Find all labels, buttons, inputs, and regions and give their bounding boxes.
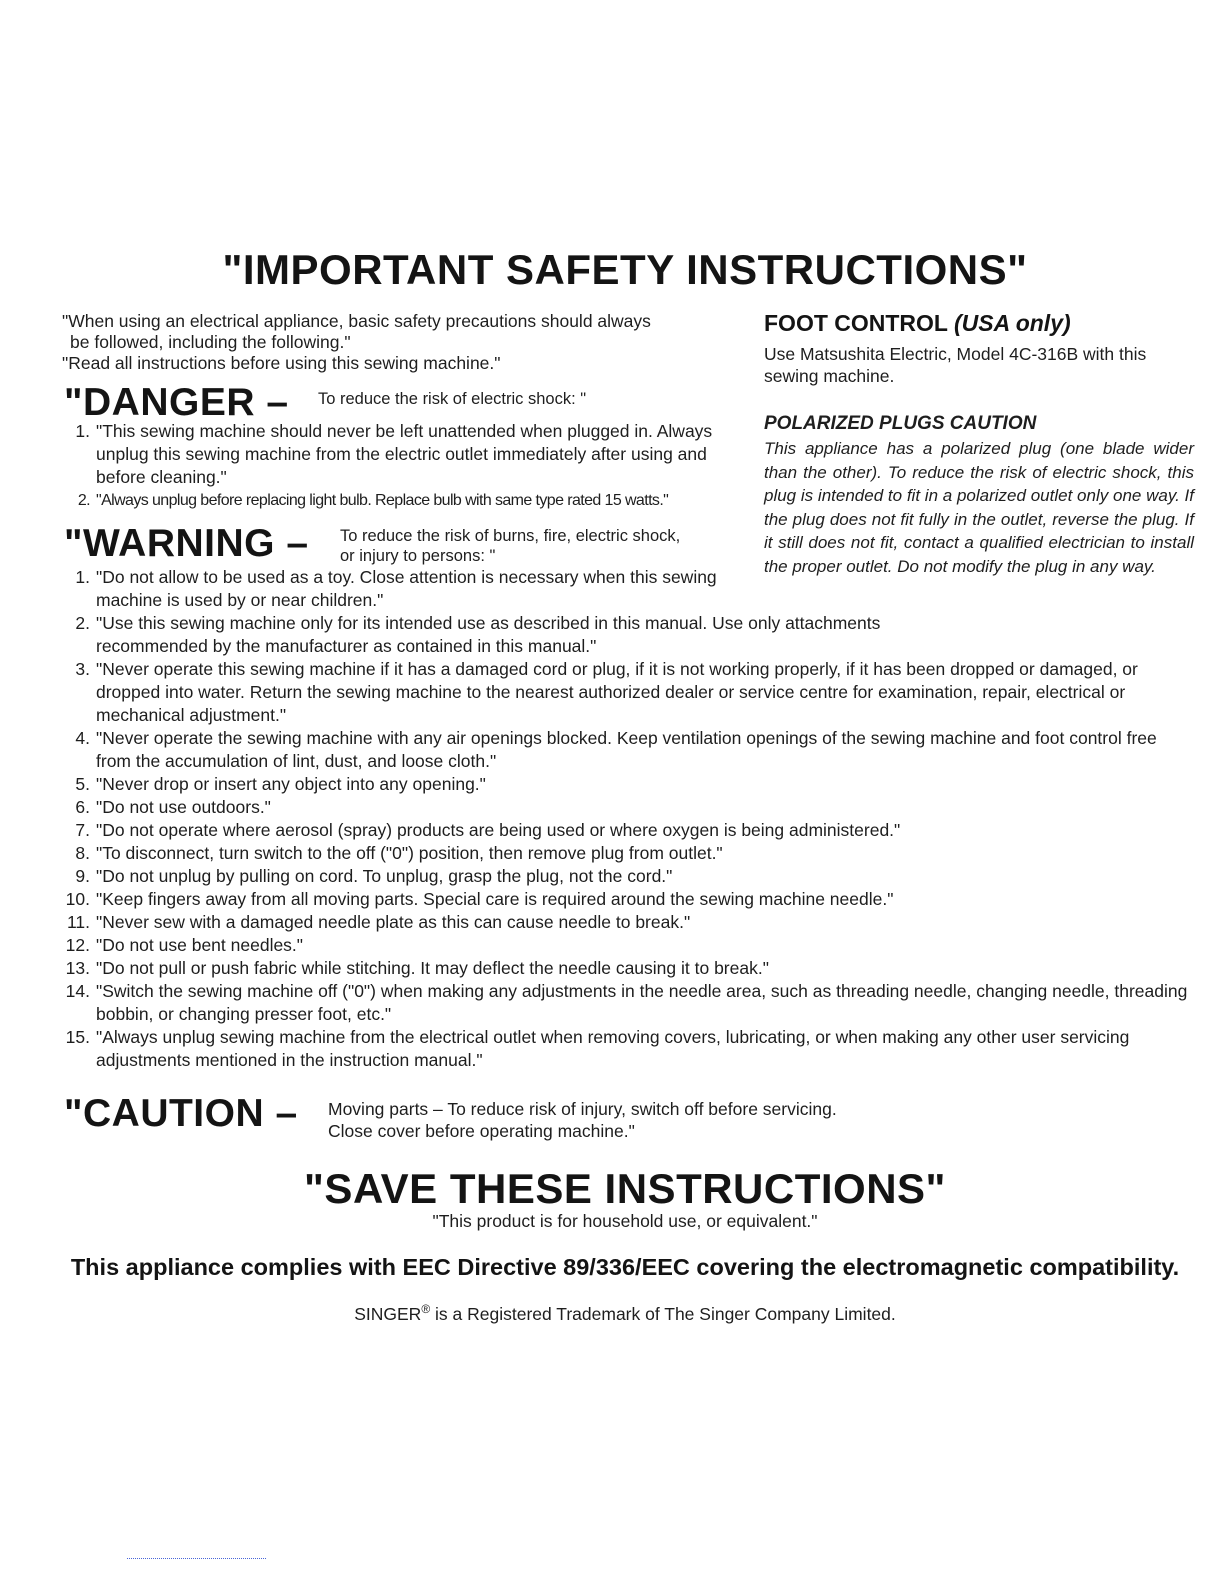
item-text: "Never drop or insert any object into any opening."	[96, 774, 486, 794]
list-item	[58, 420, 738, 489]
intro-line: "Read all instructions before using this sewing machine."	[62, 353, 501, 373]
item-text: "Keep fingers away from all moving parts. Special care is required around the sewing machine needle."	[96, 889, 894, 909]
item-number: 14.	[65, 981, 90, 1001]
registered-mark: ®	[421, 1302, 431, 1316]
intro-text	[62, 311, 742, 374]
danger-list	[58, 420, 738, 512]
caution-subtext-line: Close cover before operating machine."	[328, 1121, 635, 1141]
warning-subtext	[340, 526, 740, 566]
item-text: "Switch the sewing machine off ("0") when making any adjustments in the needle area, such as threading needle, changing needle, threading bobbin, or changing presser foot, etc."	[96, 981, 1188, 1024]
item-number: 11.	[66, 912, 90, 932]
item-number: 2.	[75, 613, 90, 633]
item-number: 8.	[75, 843, 90, 863]
item-number: 4.	[75, 728, 90, 748]
item-number: 2.	[77, 492, 90, 509]
warning-heading: "WARNING –	[64, 522, 309, 565]
list-item	[58, 865, 1194, 888]
list-item	[58, 957, 1194, 980]
trademark-text: is a Registered Trademark of The Singer Company Limited.	[430, 1303, 896, 1324]
item-text: "To disconnect, turn switch to the off ("0") position, then remove plug from outlet."	[96, 843, 723, 863]
page-title: "IMPORTANT SAFETY INSTRUCTIONS"	[222, 246, 1028, 293]
caution-subtext-line: Moving parts – To reduce risk of injury, switch off before servicing.	[328, 1099, 837, 1119]
trademark-notice	[0, 1302, 1225, 1325]
item-number: 6.	[75, 797, 90, 817]
item-number: 10.	[65, 889, 90, 909]
item-text: "Never operate this sewing machine if it has a damaged cord or plug, if it is not working properly, if it has been dropped or damaged, or dropped into water. Return the sewing machine to the nearest authorized dealer or service centre for examination, repair, electrical or mechanical adjustment."	[96, 659, 1138, 725]
danger-heading: "DANGER –	[64, 381, 289, 424]
eec-compliance-statement: This appliance complies with EEC Directive 89/336/EEC covering the electromagnetic compatibility.	[70, 1254, 1180, 1280]
foot-control-region: (USA only)	[953, 310, 1071, 336]
list-item	[58, 566, 738, 612]
item-number: 12.	[65, 935, 90, 955]
warning-subtext-line: To reduce the risk of burns, fire, electric shock,	[340, 527, 681, 545]
list-item	[58, 1026, 1194, 1072]
item-text: "Always unplug sewing machine from the electrical outlet when removing covers, lubricating, or when making any other user servicing adjustments mentioned in the instruction manual."	[96, 1027, 1130, 1070]
list-item	[58, 612, 996, 658]
list-item	[58, 980, 1194, 1026]
item-text: "Do not pull or push fabric while stitching. It may deflect the needle causing it to break."	[96, 958, 769, 978]
item-text: "Always unplug before replacing light bulb. Replace bulb with same type rated 15 watts."	[96, 492, 669, 509]
side-column	[764, 310, 1194, 578]
foot-control-heading	[764, 310, 1194, 337]
list-item	[58, 658, 1194, 727]
household-use-note: "This product is for household use, or equivalent."	[432, 1211, 818, 1231]
save-instructions-heading: "SAVE THESE INSTRUCTIONS"	[304, 1165, 946, 1212]
list-item	[58, 934, 1194, 957]
list-item	[58, 888, 1194, 911]
item-text: "Do not unplug by pulling on cord. To unplug, grasp the plug, not the cord."	[96, 866, 673, 886]
list-item	[58, 773, 1194, 796]
item-number: 1.	[75, 567, 90, 587]
item-number: 3.	[75, 659, 90, 679]
danger-subtext: To reduce the risk of electric shock: "	[318, 390, 587, 408]
item-number: 15.	[65, 1027, 90, 1047]
intro-line: be followed, including the following."	[70, 332, 351, 352]
list-item	[58, 727, 1194, 773]
brand-name: SINGER	[354, 1303, 422, 1324]
item-number: 5.	[75, 774, 90, 794]
list-item	[58, 796, 1194, 819]
list-item	[58, 819, 1194, 842]
item-number: 9.	[75, 866, 90, 886]
list-item	[58, 842, 1194, 865]
item-text: "Never operate the sewing machine with any air openings blocked. Keep ventilation openings of the sewing machine and foot control free from the accumulation of lint, dust, and loose cloth."	[96, 728, 1157, 771]
foot-control-title: FOOT CONTROL	[764, 310, 948, 336]
caution-heading: "CAUTION –	[64, 1092, 298, 1135]
item-number: 7.	[75, 820, 90, 840]
caution-subtext	[328, 1098, 837, 1142]
list-item	[58, 911, 1194, 934]
foot-control-text: Use Matsushita Electric, Model 4C-316B with this sewing machine.	[764, 344, 1147, 386]
warning-list	[58, 566, 1194, 1072]
polarized-plugs-text: This appliance has a polarized plug (one blade wider than the other). To reduce the risk of electric shock, this plug is intended to fit in a polarized outlet only one way. If the plug does not fit fully in the outlet, reverse the plug. If it still does not fit, contact a qualified electrician to install the proper outlet. Do not modify the plug in any way.	[764, 439, 1194, 576]
item-text: "Do not allow to be used as a toy. Close attention is necessary when this sewing machine is used by or near children."	[96, 567, 717, 610]
item-text: "This sewing machine should never be left unattended when plugged in. Always unplug this sewing machine from the electric outlet immediately after using and before cleaning."	[96, 421, 713, 487]
item-text: "Use this sewing machine only for its intended use as described in this manual. Use only attachments recommended by the manufacturer as contained in this manual."	[96, 613, 881, 656]
item-text: "Do not use bent needles."	[96, 935, 304, 955]
warning-subtext-line: or injury to persons: "	[340, 547, 496, 565]
item-text: "Do not operate where aerosol (spray) products are being used or where oxygen is being administered."	[96, 820, 901, 840]
item-text: "Never sew with a damaged needle plate as this can cause needle to break."	[96, 912, 691, 932]
intro-line: "When using an electrical appliance, basic safety precautions should always	[62, 311, 651, 331]
item-text: "Do not use outdoors."	[96, 797, 271, 817]
item-number: 13.	[65, 958, 90, 978]
polarized-plugs-heading: POLARIZED PLUGS CAUTION	[764, 413, 1037, 434]
item-number: 1.	[75, 421, 90, 441]
footnote-rule	[127, 1558, 266, 1559]
list-item	[58, 489, 738, 512]
